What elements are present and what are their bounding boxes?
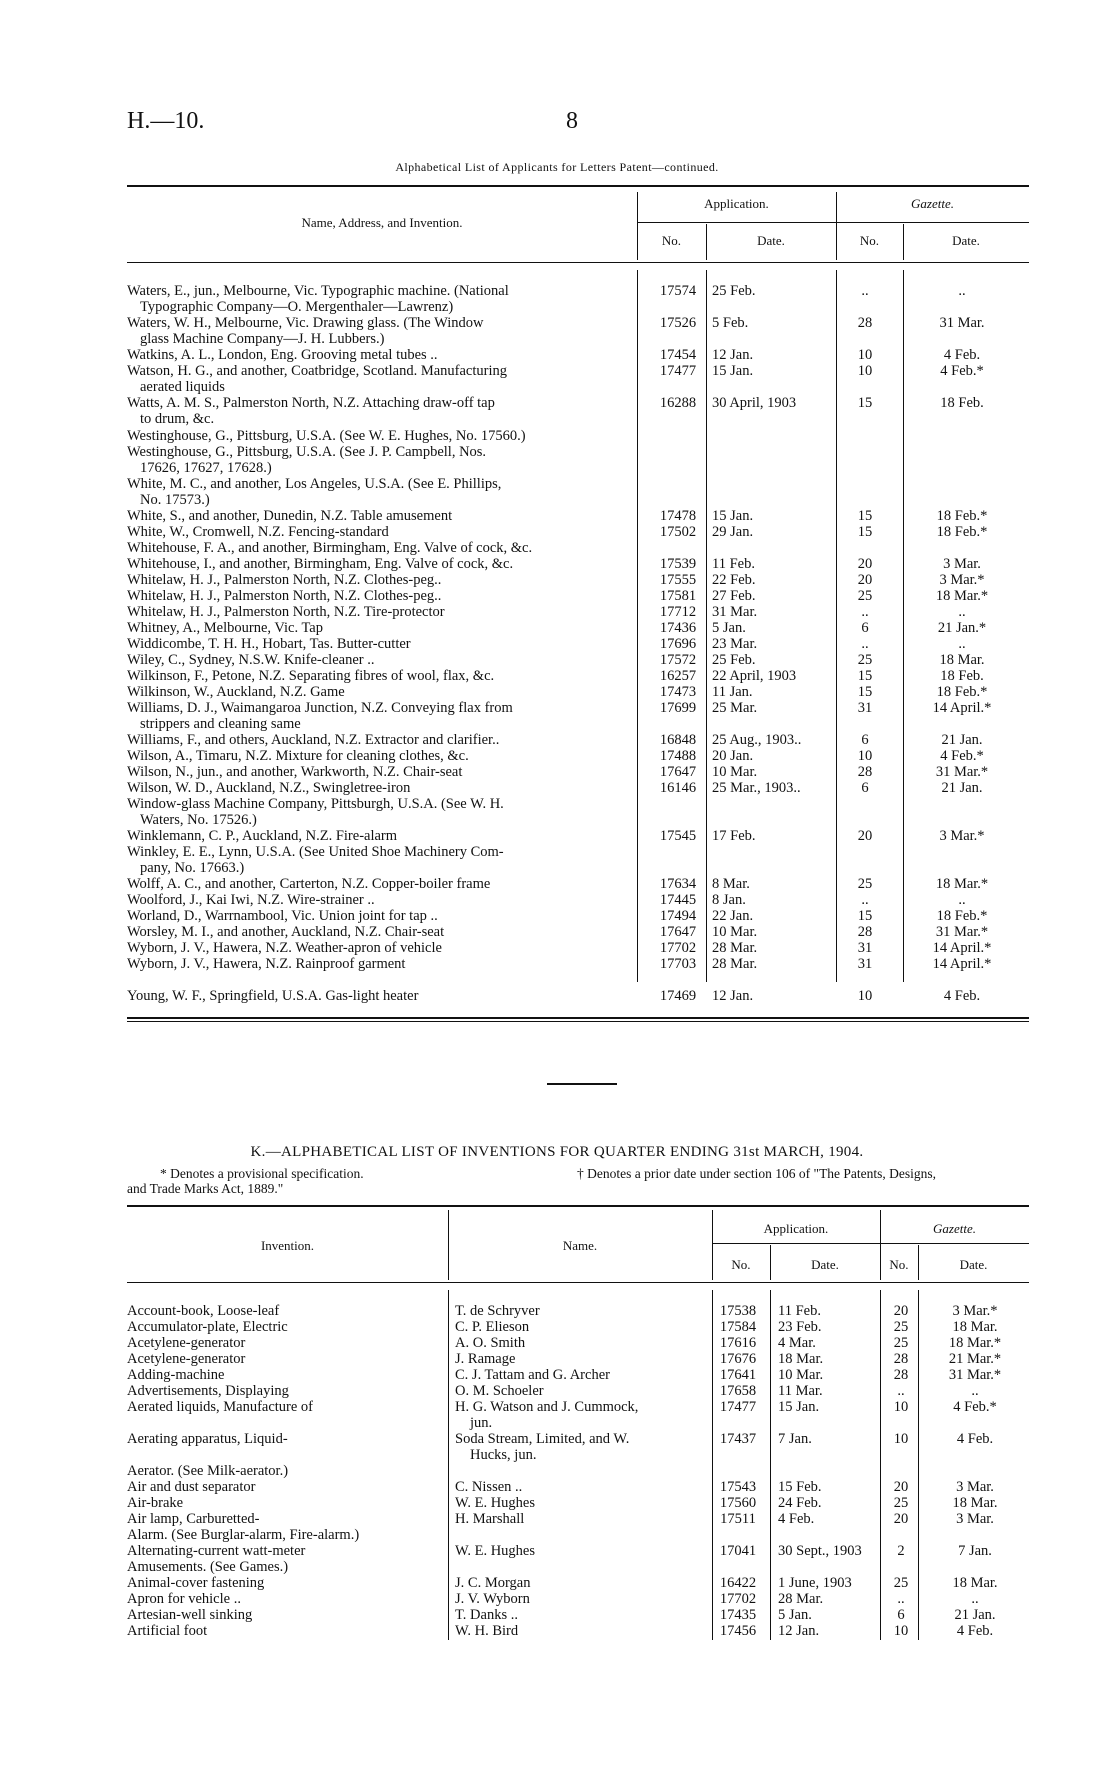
application-date: 17 Feb. [712,828,756,844]
invention-name: Amusements. (See Games.) [127,1559,289,1575]
inventor-name: W. E. Hughes [455,1495,536,1511]
gazette-date: 4 Feb.* [940,363,984,379]
gazette-number: 10 [857,347,873,363]
gazette-date: 3 Mar.* [952,1303,998,1319]
gazette-number: 15 [857,395,873,411]
application-date: 30 Sept., 1903 [778,1543,862,1559]
application-date: 22 April, 1903 [712,668,797,684]
application-number: 17696 [659,636,697,652]
applicant-entry: Winkley, E. E., Lynn, U.S.A. (See United Shoe Machinery Com- [127,844,504,860]
gazette-number: 2 [897,1543,905,1559]
application-date: 24 Feb. [778,1495,822,1511]
applicant-entry: Whitehouse, F. A., and another, Birmingham, Eng. Valve of cock, &c. [127,540,533,556]
inventor-name: C. J. Tattam and G. Archer [455,1367,610,1383]
application-date: 5 Jan. [712,620,746,636]
col-gaz-date-header: Date. [952,233,980,248]
application-number: 17616 [719,1335,757,1351]
list-k-title: K.—ALPHABETICAL LIST OF INVENTIONS FOR QUARTER ENDING 31st MARCH, 1904. [250,1144,864,1160]
gazette-date: 31 Mar.* [935,764,989,780]
invention-name: Aerated liquids, Manufacture of [127,1399,314,1415]
gazette-number: 10 [893,1399,909,1415]
page-number: 8 [566,108,578,134]
invention-name: Advertisements, Displaying [127,1383,289,1399]
application-date: 11 Jan. [712,684,753,700]
table-a-group-rule [637,222,1029,223]
gazette-date: .. [958,283,966,299]
invention-name: Alarm. (See Burglar-alarm, Fire-alarm.) [127,1527,360,1543]
col-app-no-header: No. [661,233,682,248]
application-number: 17494 [659,908,697,924]
table-k-vline [770,1290,771,1640]
applicant-entry-cont: glass Machine Company—J. H. Lubbers.) [140,331,385,347]
application-date: 12 Jan. [712,347,754,363]
applicant-entry: Wilkinson, W., Auckland, N.Z. Game [127,684,345,700]
table-a-vline [706,270,707,982]
gazette-number: 20 [857,572,873,588]
col-app-no-header-k: No. [731,1257,751,1272]
application-date: 15 Jan. [712,508,754,524]
application-date: 4 Mar. [778,1335,816,1351]
gazette-number: .. [861,283,869,299]
gazette-number: 20 [857,828,873,844]
application-number: 17538 [719,1303,757,1319]
gazette-number: 10 [893,1623,909,1639]
application-date: 25 Mar. [712,700,758,716]
application-number: 17703 [659,956,697,972]
gazette-date: .. [971,1383,979,1399]
applicant-entry: Watson, H. G., and another, Coatbridge, Scotland. Manufacturing [127,363,507,379]
col-gaz-no-header: No. [859,233,880,248]
application-date: 11 Feb. [712,556,755,572]
gazette-date: 4 Feb. [956,1431,994,1447]
gazette-number: .. [897,1383,905,1399]
application-number: 17478 [659,508,697,524]
application-date: 25 Feb. [712,652,756,668]
application-date: 30 April, 1903 [712,395,797,411]
applicant-entry: Whitehouse, I., and another, Birmingham, Eng. Valve of cock, &c. [127,556,514,572]
gazette-date: 18 Mar.* [935,588,989,604]
applicant-entry: Westinghouse, G., Pittsburg, U.S.A. (See J. P. Campbell, Nos. [127,444,487,460]
gazette-date: 18 Mar.* [935,876,989,892]
col-app-date-header: Date. [757,233,785,248]
gazette-date: .. [971,1591,979,1607]
application-number: 17584 [719,1319,757,1335]
application-date: 31 Mar. [712,604,758,620]
applicant-entry: Whitelaw, H. J., Palmerston North, N.Z. Tire-protector [127,604,445,620]
application-number: 17454 [659,347,697,363]
application-number: 16257 [659,668,697,684]
gazette-number: 28 [857,924,873,940]
applicant-entry-cont: pany, No. 17663.) [140,860,245,876]
applicant-entry: Wilkinson, F., Petone, N.Z. Separating fibres of wool, flax, &c. [127,668,495,684]
application-number: 17712 [659,604,697,620]
inventor-name: Soda Stream, Limited, and W. [455,1431,630,1447]
gazette-number: 20 [893,1479,909,1495]
gazette-date: 7 Jan. [958,1543,992,1559]
gazette-number: 15 [857,684,873,700]
application-number: 17436 [659,620,697,636]
application-number: 17526 [659,315,697,331]
gazette-date: 4 Feb. [943,347,981,363]
inventor-name: H. Marshall [455,1511,525,1527]
gazette-number: 31 [857,700,873,716]
table-a-vline [637,270,638,982]
gazette-date: 4 Feb. [943,988,981,1004]
applicant-entry: Wyborn, J. V., Hawera, N.Z. Rainproof garment [127,956,406,972]
application-date: 10 Mar. [712,924,758,940]
invention-name: Apron for vehicle .. [127,1591,241,1607]
applicant-entry: Worsley, M. I., and another, Auckland, N.Z. Chair-seat [127,924,445,940]
application-number: 17647 [659,764,697,780]
table-a-top-rule [127,185,1029,187]
application-number: 16422 [719,1575,757,1591]
gazette-date: 18 Feb. [940,668,984,684]
application-number: 17545 [659,828,697,844]
applicant-entry: Westinghouse, G., Pittsburg, U.S.A. (See W. E. Hughes, No. 17560.) [127,428,526,444]
application-number: 17469 [659,988,697,1004]
gazette-number: 31 [857,940,873,956]
gazette-date: 4 Feb. [956,1623,994,1639]
gazette-date: 14 April.* [932,940,992,956]
application-date: 10 Mar. [712,764,758,780]
inventor-name: W. H. Bird [455,1623,519,1639]
application-number: 17676 [719,1351,757,1367]
table-k-vline [448,1290,449,1640]
application-number: 17488 [659,748,697,764]
application-number: 17435 [719,1607,757,1623]
application-date: 5 Feb. [712,315,749,331]
table-a-header-rule [127,262,1029,263]
col-app-date-header-k: Date. [811,1257,839,1272]
table-k-header-rule [127,1282,1029,1283]
inventor-name: H. G. Watson and J. Cummock, [455,1399,639,1415]
applicant-entry: Wyborn, J. V., Hawera, N.Z. Weather-apron of vehicle [127,940,442,956]
note-prior-date-cont: and Trade Marks Act, 1889." [127,1181,284,1196]
gazette-date: 18 Feb.* [936,508,988,524]
gazette-number: 25 [893,1495,909,1511]
gazette-date: 18 Mar. [952,1575,998,1591]
gazette-date: 31 Mar.* [935,924,989,940]
gazette-date: 18 Feb.* [936,684,988,700]
applicant-entry: Wilson, A., Timaru, N.Z. Mixture for cleaning clothes, &c. [127,748,469,764]
table-a-bottom-rule [127,1017,1029,1019]
table-k-top-rule [127,1205,1029,1207]
applicant-entry-cont: Typographic Company—O. Mergenthaler—Lawrenz) [140,299,454,315]
inventor-name: C. Nissen .. [455,1479,523,1495]
gazette-date: 18 Mar. [939,652,985,668]
applicant-entry: Wolff, A. C., and another, Carterton, N.Z. Copper-boiler frame [127,876,491,892]
gazette-number: 10 [857,363,873,379]
gazette-number: 6 [861,732,869,748]
application-number: 17581 [659,588,697,604]
applicant-entry: Young, W. F., Springfield, U.S.A. Gas-light heater [127,988,419,1004]
invention-name: Air and dust separator [127,1479,256,1495]
gazette-number: 6 [861,780,869,796]
application-date: 7 Jan. [778,1431,812,1447]
invention-name: Account-book, Loose-leaf [127,1303,280,1319]
table-k-vline [880,1290,881,1640]
application-number: 17511 [720,1511,756,1527]
applicant-entry: Widdicombe, T. H. H., Hobart, Tas. Butter-cutter [127,636,411,652]
application-date: 29 Jan. [712,524,754,540]
gazette-number: 15 [857,668,873,684]
application-number: 17658 [719,1383,757,1399]
application-number: 17641 [719,1367,757,1383]
applicant-entry-cont: aerated liquids [140,379,225,395]
gazette-date: 14 April.* [932,700,992,716]
gazette-date: 18 Feb.* [936,524,988,540]
gazette-date: 21 Jan. [954,1607,996,1623]
gazette-date: 3 Mar.* [939,572,985,588]
gazette-date: 18 Mar. [952,1495,998,1511]
invention-name: Adding-machine [127,1367,225,1383]
gazette-date: 3 Mar. [943,556,981,572]
applicant-entry: Waters, E., jun., Melbourne, Vic. Typographic machine. (National [127,283,509,299]
gazette-number: 6 [897,1607,905,1623]
applicant-entry-cont: No. 17573.) [140,492,210,508]
application-date: 27 Feb. [712,588,756,604]
application-date: 11 Feb. [778,1303,821,1319]
col-name-header: Name, Address, and Invention. [301,215,463,230]
application-date: 8 Jan. [712,892,746,908]
applicant-entry: White, M. C., and another, Los Angeles, U.S.A. (See E. Phillips, [127,476,502,492]
gazette-number: 31 [857,956,873,972]
document-code: H.—10. [127,108,205,134]
application-number: 17572 [659,652,697,668]
application-number: 17555 [659,572,697,588]
applicant-entry-cont: Waters, No. 17526.) [140,812,257,828]
applicant-entry-cont: to drum, &c. [140,411,215,427]
application-date: 25 Feb. [712,283,756,299]
applicant-entry-cont: 17626, 17627, 17628.) [140,460,272,476]
gazette-date: 18 Mar.* [948,1335,1002,1351]
gazette-date: 31 Mar. [939,315,985,331]
table-a-bottom-rule-2 [127,1021,1029,1022]
application-number: 17502 [659,524,697,540]
application-number: 17477 [659,363,697,379]
application-number: 16848 [659,732,697,748]
col-gazette-header-k: Gazette. [933,1221,976,1236]
application-date: 28 Mar. [778,1591,824,1607]
gazette-date: 3 Mar.* [939,828,985,844]
gazette-date: .. [958,892,966,908]
application-number: 17456 [719,1623,757,1639]
inventor-name: O. M. Schoeler [455,1383,544,1399]
inventor-name: T. Danks .. [455,1607,518,1623]
inventor-name-cont: jun. [470,1415,493,1431]
table-a-vline [836,270,837,982]
application-date: 23 Mar. [712,636,758,652]
applicant-entry: Worland, D., Warrnambool, Vic. Union joint for tap .. [127,908,438,924]
gazette-number: 20 [893,1511,909,1527]
application-date: 18 Mar. [778,1351,824,1367]
col-name-header-k: Name. [562,1238,598,1253]
gazette-date: 31 Mar.* [948,1367,1002,1383]
application-date: 1 June, 1903 [778,1575,852,1591]
table-k-vline [918,1290,919,1640]
invention-name: Aerator. (See Milk-aerator.) [127,1463,289,1479]
gazette-date: 18 Feb.* [936,908,988,924]
application-number: 17477 [719,1399,757,1415]
application-number: 17702 [659,940,697,956]
col-application-header: Application. [704,196,769,211]
gazette-number: 10 [857,988,873,1004]
application-date: 28 Mar. [712,940,758,956]
applicant-entry: Wilson, W. D., Auckland, N.Z., Swingletree-iron [127,780,411,796]
applicant-entry: Whitelaw, H. J., Palmerston North, N.Z. Clothes-peg.. [127,572,442,588]
invention-name: Aerating apparatus, Liquid- [127,1431,288,1447]
list-a-title: Alphabetical List of Applicants for Letters Patent—continued. [395,160,719,174]
applicant-entry: Williams, F., and others, Auckland, N.Z. Extractor and clarifier.. [127,732,500,748]
applicant-entry: Watkins, A. L., London, Eng. Grooving metal tubes .. [127,347,438,363]
inventor-name: J. C. Morgan [455,1575,531,1591]
gazette-date: 3 Mar. [956,1511,994,1527]
gazette-number: 15 [857,524,873,540]
invention-name: Animal-cover fastening [127,1575,265,1591]
applicant-entry: Wiley, C., Sydney, N.S.W. Knife-cleaner .. [127,652,375,668]
application-date: 15 Jan. [712,363,754,379]
application-date: 12 Jan. [712,988,754,1004]
application-date: 4 Feb. [778,1511,815,1527]
inventor-name: J. V. Wyborn [455,1591,530,1607]
gazette-number: 28 [857,764,873,780]
col-application-header-k: Application. [763,1221,829,1236]
invention-name: Artesian-well sinking [127,1607,253,1623]
inventor-name: J. Ramage [455,1351,516,1367]
application-number: 17647 [659,924,697,940]
gazette-number: .. [861,636,869,652]
application-number: 17699 [659,700,697,716]
applicant-entry: Williams, D. J., Waimangaroa Junction, N.Z. Conveying flax from [127,700,513,716]
col-gazette-header: Gazette. [911,196,954,211]
application-date: 10 Mar. [778,1367,824,1383]
invention-name: Air lamp, Carburetted- [127,1511,260,1527]
gazette-number: .. [861,604,869,620]
gazette-number: 20 [857,556,873,572]
application-date: 15 Jan. [778,1399,820,1415]
gazette-date: 21 Mar.* [948,1351,1002,1367]
col-gaz-no-header-k: No. [889,1257,909,1272]
gazette-number: 6 [861,620,869,636]
gazette-date: 4 Feb.* [953,1399,997,1415]
gazette-number: 28 [893,1367,909,1383]
application-date: 25 Aug., 1903.. [712,732,802,748]
section-divider [547,1083,617,1085]
col-gaz-date-header-k: Date. [959,1257,988,1272]
application-date: 11 Mar. [778,1383,823,1399]
gazette-date: 18 Feb. [940,395,984,411]
note-prior-date: † Denotes a prior date under section 106 of "The Patents, Designs, [577,1166,937,1181]
gazette-number: .. [861,892,869,908]
application-number: 17041 [719,1543,757,1559]
inventor-name: A. O. Smith [455,1335,526,1351]
invention-name: Alternating-current watt-meter [127,1543,306,1559]
applicant-entry: White, S., and another, Dunedin, N.Z. Table amusement [127,508,453,524]
application-number: 17634 [659,876,697,892]
inventor-name: C. P. Elieson [455,1319,530,1335]
applicant-entry-cont: strippers and cleaning same [140,716,301,732]
application-number: 17437 [719,1431,757,1447]
application-number: 17539 [659,556,697,572]
applicant-entry: White, W., Cromwell, N.Z. Fencing-standard [127,524,389,540]
application-date: 22 Jan. [712,908,754,924]
application-number: 17445 [659,892,697,908]
applicant-entry: Wilson, N., jun., and another, Warkworth, N.Z. Chair-seat [127,764,463,780]
application-number: 17702 [719,1591,757,1607]
inventor-name-cont: Hucks, jun. [470,1447,537,1463]
gazette-number: 10 [857,748,873,764]
gazette-date: 21 Jan. [941,732,983,748]
applicant-entry: Whitney, A., Melbourne, Vic. Tap [127,620,323,636]
gazette-date: .. [958,636,966,652]
application-date: 20 Jan. [712,748,754,764]
invention-name: Air-brake [127,1495,184,1511]
gazette-date: 18 Mar. [952,1319,998,1335]
gazette-date: 4 Feb.* [940,748,984,764]
gazette-number: .. [897,1591,905,1607]
application-date: 5 Jan. [778,1607,812,1623]
gazette-number: 28 [893,1351,909,1367]
gazette-number: 10 [893,1431,909,1447]
table-k-group-rule [712,1243,1029,1244]
application-date: 28 Mar. [712,956,758,972]
gazette-date: 21 Jan. [941,780,983,796]
application-date: 8 Mar. [712,876,750,892]
invention-name: Acetylene-generator [127,1351,246,1367]
gazette-number: 20 [893,1303,909,1319]
application-number: 17574 [659,283,697,299]
invention-name: Artificial foot [127,1623,208,1639]
invention-name: Accumulator-plate, Electric [127,1319,288,1335]
application-date: 22 Feb. [712,572,756,588]
application-number: 16288 [659,395,697,411]
inventor-name: W. E. Hughes [455,1543,536,1559]
applicant-entry: Waters, W. H., Melbourne, Vic. Drawing glass. (The Window [127,315,484,331]
applicant-entry: Watts, A. M. S., Palmerston North, N.Z. Attaching draw-off tap [127,395,495,411]
gazette-number: 25 [893,1335,909,1351]
application-number: 17543 [719,1479,757,1495]
invention-name: Acetylene-generator [127,1335,246,1351]
application-date: 12 Jan. [778,1623,820,1639]
gazette-number: 28 [857,315,873,331]
application-date: 25 Mar., 1903.. [712,780,801,796]
gazette-number: 25 [857,588,873,604]
application-date: 23 Feb. [778,1319,822,1335]
gazette-date: 3 Mar. [956,1479,994,1495]
inventor-name: T. de Schryver [455,1303,540,1319]
gazette-date: 14 April.* [932,956,992,972]
application-number: 16146 [659,780,697,796]
applicant-entry: Winklemann, C. P., Auckland, N.Z. Fire-alarm [127,828,398,844]
gazette-number: 25 [893,1575,909,1591]
applicant-entry: Woolford, J., Kai Iwi, N.Z. Wire-strainer .. [127,892,375,908]
applicant-entry: Window-glass Machine Company, Pittsburgh, U.S.A. (See W. H. [127,796,504,812]
col-invention-header: Invention. [260,1238,315,1253]
gazette-number: 15 [857,908,873,924]
application-number: 17473 [659,684,697,700]
gazette-number: 15 [857,508,873,524]
application-date: 15 Feb. [778,1479,822,1495]
gazette-number: 25 [857,652,873,668]
application-number: 17560 [719,1495,757,1511]
note-provisional: * Denotes a provisional specification. [160,1166,364,1181]
gazette-number: 25 [893,1319,909,1335]
gazette-number: 25 [857,876,873,892]
gazette-date: 21 Jan.* [937,620,987,636]
gazette-date: .. [958,604,966,620]
applicant-entry: Whitelaw, H. J., Palmerston North, N.Z. Clothes-peg.. [127,588,442,604]
